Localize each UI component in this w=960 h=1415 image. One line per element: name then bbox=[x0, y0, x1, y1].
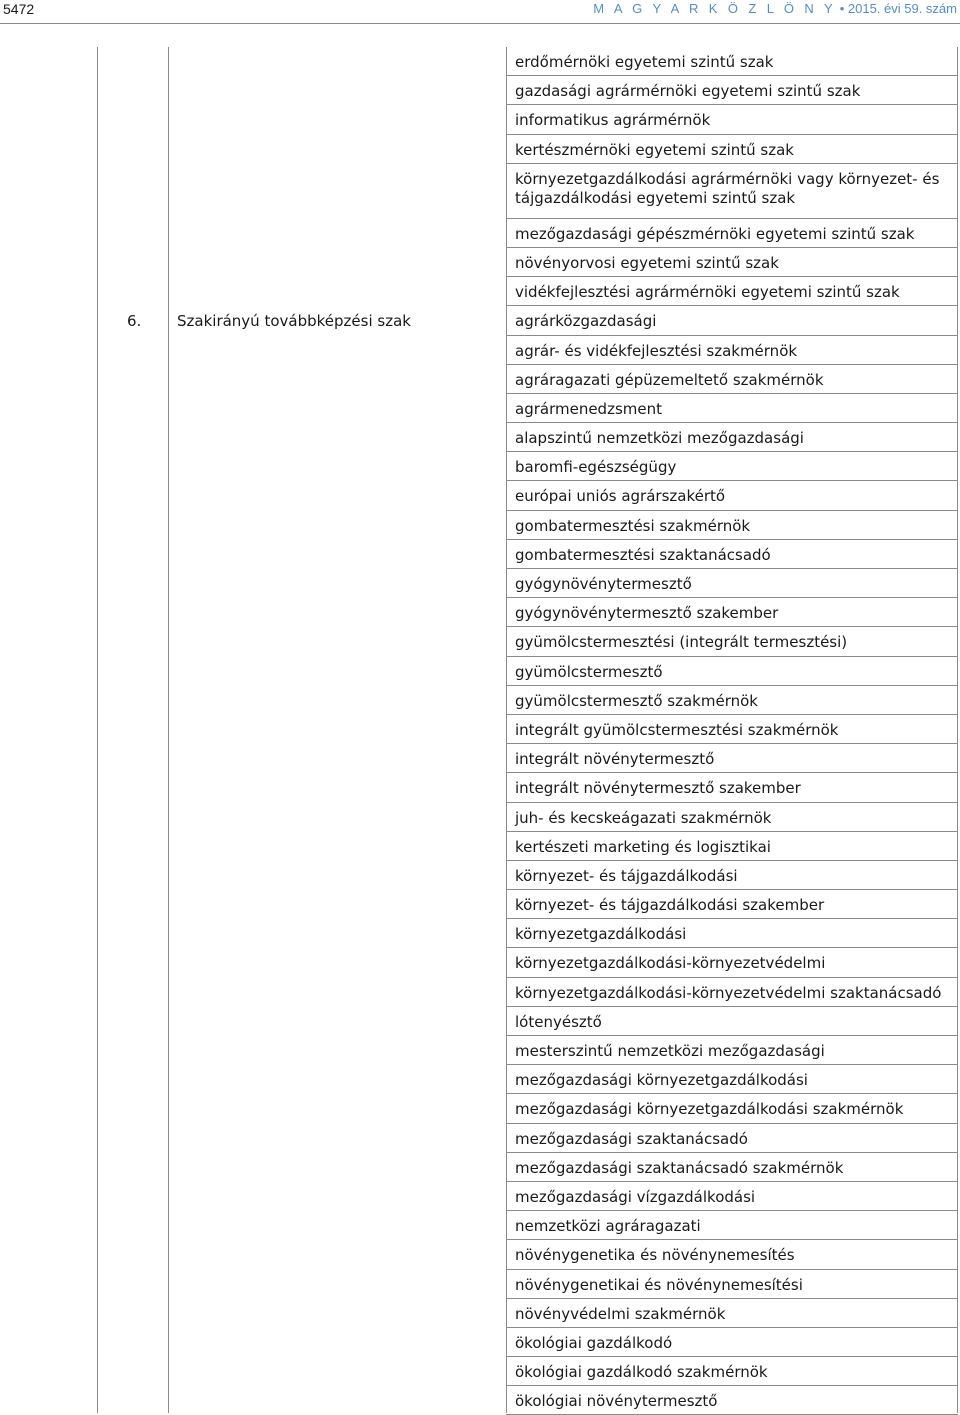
list-item: mezőgazdasági szaktanácsadó bbox=[506, 1124, 958, 1153]
list-item: juh- és kecskeágazati szakmérnök bbox=[506, 803, 958, 832]
list-item: mezőgazdasági környezetgazdálkodási bbox=[506, 1065, 958, 1094]
list-item: környezet- és tájgazdálkodási szakember bbox=[506, 890, 958, 919]
list-item: gyümölcstermesztő szakmérnök bbox=[506, 686, 958, 715]
list-item: informatikus agrármérnök bbox=[506, 105, 958, 134]
list-item: kertészmérnöki egyetemi szintű szak bbox=[506, 135, 958, 164]
list-item: mezőgazdasági gépészmérnöki egyetemi szintű szak bbox=[506, 219, 958, 248]
list-item: vidékfejlesztési agrármérnöki egyetemi szintű szak bbox=[506, 277, 958, 306]
list-item: környezetgazdálkodási bbox=[506, 919, 958, 948]
issue-label: 2015. évi 59. szám bbox=[847, 1, 957, 16]
list-item: agrárközgazdasági bbox=[506, 306, 958, 335]
list-item: gyümölcstermesztő bbox=[506, 657, 958, 686]
list-item: nemzetközi agráragazati bbox=[506, 1211, 958, 1240]
list-item: mezőgazdasági szaktanácsadó szakmérnök bbox=[506, 1153, 958, 1182]
table-border-left bbox=[97, 47, 98, 1413]
list-item: környezetgazdálkodási-környezetvédelmi bbox=[506, 948, 958, 977]
list-item: erdőmérnöki egyetemi szintű szak bbox=[506, 47, 958, 76]
list-item: növénygenetika és növénynemesítés bbox=[506, 1240, 958, 1269]
journal-heading bbox=[593, 1, 957, 16]
list-item: alapszintű nemzetközi mezőgazdasági bbox=[506, 423, 958, 452]
page-number: 5472 bbox=[3, 1, 35, 17]
page-header bbox=[0, 0, 960, 24]
list-item: baromfi-egészségügy bbox=[506, 452, 958, 481]
header-bullet: • bbox=[839, 1, 845, 16]
list-item: környezetgazdálkodási agrármérnöki vagy környezet- és tájgazdálkodási egyetemi szintű szak bbox=[506, 164, 958, 219]
list-item: ökológiai növénytermesztő bbox=[506, 1386, 958, 1415]
list-item: gyümölcstermesztési (integrált termesztési) bbox=[506, 627, 958, 656]
list-item: európai uniós agrárszakértő bbox=[506, 481, 958, 510]
list-item: növényorvosi egyetemi szintű szak bbox=[506, 248, 958, 277]
list-item: agrár- és vidékfejlesztési szakmérnök bbox=[506, 336, 958, 365]
list-item: mesterszintű nemzetközi mezőgazdasági bbox=[506, 1036, 958, 1065]
list-item: ökológiai gazdálkodó bbox=[506, 1328, 958, 1357]
list-item: növényvédelmi szakmérnök bbox=[506, 1299, 958, 1328]
list-item: mezőgazdasági környezetgazdálkodási szakmérnök bbox=[506, 1094, 958, 1123]
list-item: gazdasági agrármérnöki egyetemi szintű szak bbox=[506, 76, 958, 105]
list-item: integrált növénytermesztő bbox=[506, 744, 958, 773]
journal-title: M A G Y A R K Ö Z L Ö N Y bbox=[593, 1, 837, 16]
qualification-list bbox=[506, 47, 958, 1415]
list-item: integrált növénytermesztő szakember bbox=[506, 773, 958, 802]
list-item: agrármenedzsment bbox=[506, 394, 958, 423]
list-item: gombatermesztési szaktanácsadó bbox=[506, 540, 958, 569]
list-item: gyógynövénytermesztő szakember bbox=[506, 598, 958, 627]
row-number: 6. bbox=[127, 312, 142, 330]
list-item: ökológiai gazdálkodó szakmérnök bbox=[506, 1357, 958, 1386]
table-divider-number bbox=[168, 47, 169, 1413]
list-item: gyógynövénytermesztő bbox=[506, 569, 958, 598]
list-item: gombatermesztési szakmérnök bbox=[506, 511, 958, 540]
list-item: mezőgazdasági vízgazdálkodási bbox=[506, 1182, 958, 1211]
list-item: kertészeti marketing és logisztikai bbox=[506, 832, 958, 861]
list-item: környezetgazdálkodási-környezetvédelmi szaktanácsadó bbox=[506, 978, 958, 1007]
list-item: integrált gyümölcstermesztési szakmérnök bbox=[506, 715, 958, 744]
list-item: agráragazati gépüzemeltető szakmérnök bbox=[506, 365, 958, 394]
list-item: lótenyésztő bbox=[506, 1007, 958, 1036]
row-label: Szakirányú továbbképzési szak bbox=[177, 312, 411, 330]
list-item: környezet- és tájgazdálkodási bbox=[506, 861, 958, 890]
list-item: növénygenetikai és növénynemesítési bbox=[506, 1270, 958, 1299]
